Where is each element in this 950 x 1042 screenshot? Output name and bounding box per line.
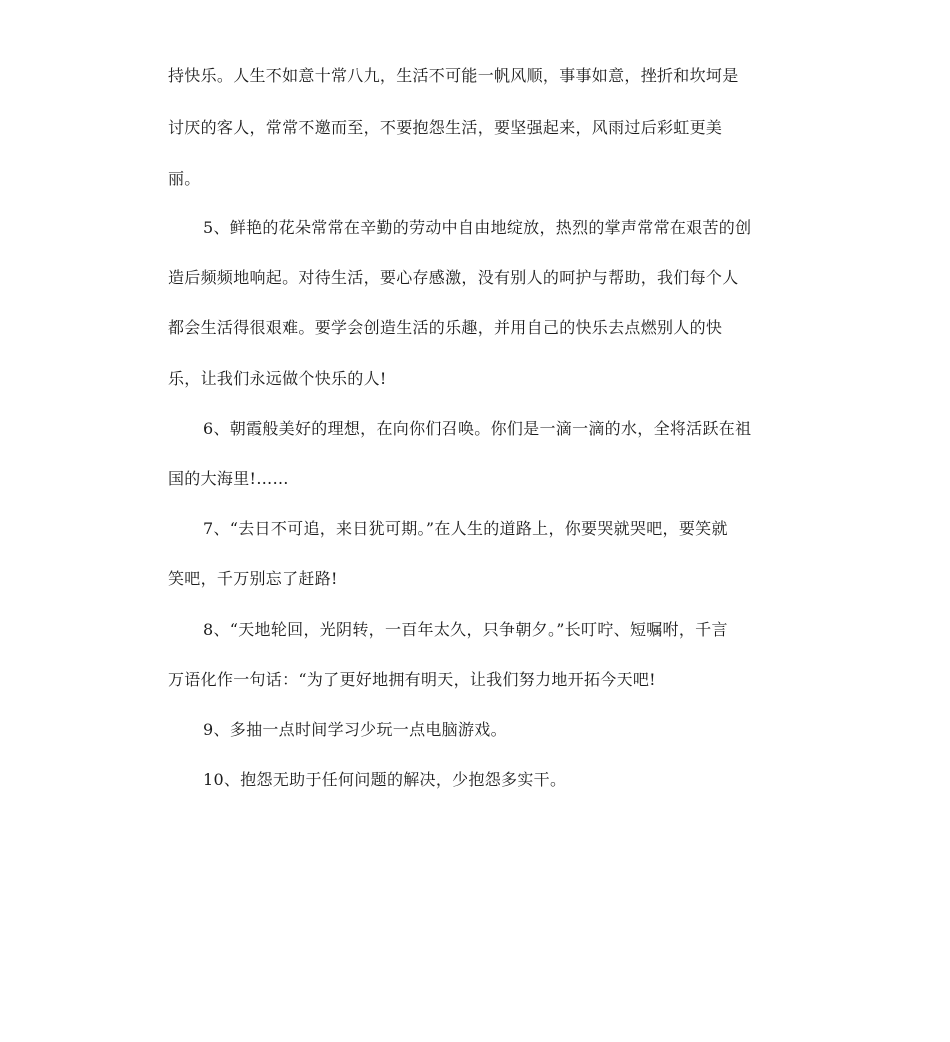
paragraph-5-line-4: 乐，让我们永远做个快乐的人! <box>168 369 387 388</box>
paragraph-10-line-1: 10、抱怨无助于任何问题的解决，少抱怨多实干。 <box>203 770 567 789</box>
paragraph-6-line-2: 国的大海里!…… <box>168 469 289 488</box>
paragraph-8-line-1: 8、“天地轮回，光阴转，一百年太久，只争朝夕。”长叮咛、短嘱咐，千言 <box>203 620 728 639</box>
paragraph-8-line-2: 万语化作一句话：“为了更好地拥有明天，让我们努力地开拓今天吧! <box>168 670 656 689</box>
paragraph-7-line-2: 笑吧，千万别忘了赶路! <box>168 569 338 588</box>
paragraph-9-line-1: 9、多抽一点时间学习少玩一点电脑游戏。 <box>203 720 507 739</box>
paragraph-7-line-1: 7、“去日不可追，来日犹可期。”在人生的道路上，你要哭就哭吧，要笑就 <box>203 519 728 538</box>
paragraph-4-line-3: 丽。 <box>168 169 201 188</box>
paragraph-5-line-2: 造后频频地响起。对待生活，要心存感激，没有别人的呵护与帮助，我们每个人 <box>168 268 739 287</box>
paragraph-6-line-1: 6、朝霞般美好的理想，在向你们召唤。你们是一滴一滴的水，全将活跃在祖 <box>203 419 752 438</box>
paragraph-5-line-1: 5、鲜艳的花朵常常在辛勤的劳动中自由地绽放，热烈的掌声常常在艰苦的创 <box>203 218 752 237</box>
paragraph-4-line-2: 讨厌的客人，常常不邀而至，不要抱怨生活，要坚强起来，风雨过后彩虹更美 <box>168 118 723 137</box>
paragraph-4-line-1: 持快乐。人生不如意十常八九，生活不可能一帆风顺，事事如意，挫折和坎坷是 <box>168 66 739 85</box>
paragraph-5-line-3: 都会生活得很艰难。要学会创造生活的乐趣，并用自己的快乐去点燃别人的快 <box>168 318 723 337</box>
